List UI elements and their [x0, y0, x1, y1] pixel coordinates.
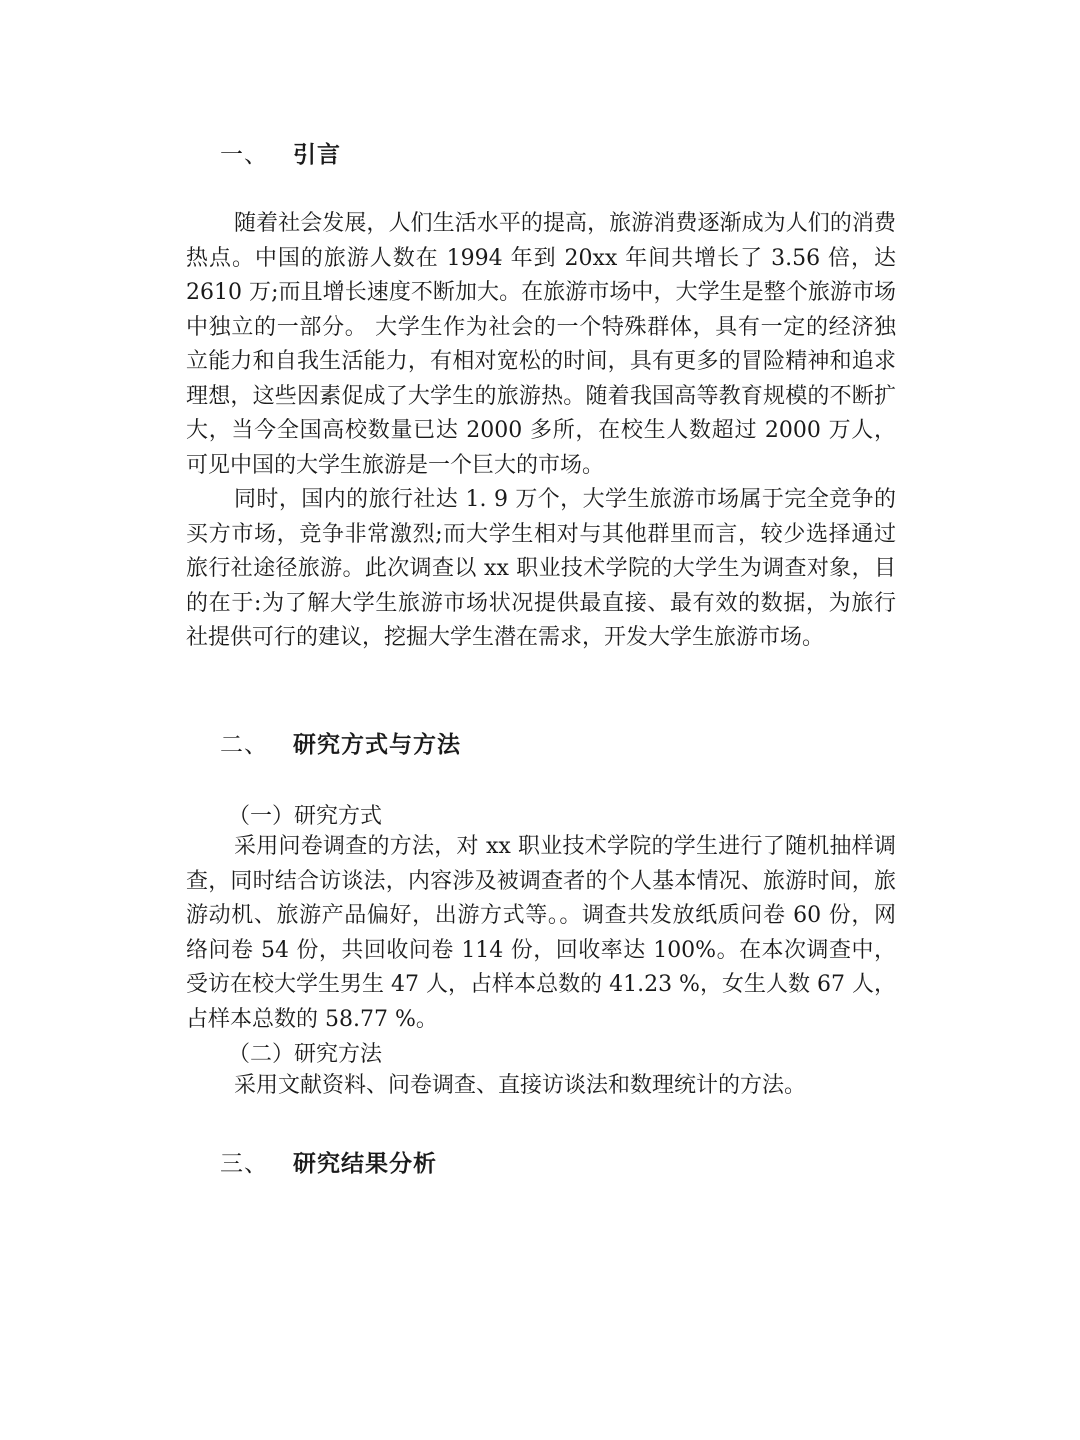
intro-paragraph-2: 同时，国内的旅行社达 1. 9 万个，大学生旅游市场属于完全竞争的买方市场，竞争非常激烈;而大学生相对与其他群里而言，较少选择通过旅行社途径旅游。此次调查以 xx 职业技术学院的大学生为调查对象，目的在于:为了解大学生旅游市场状况提供最直接、最有效的数据，为旅行社提供可行的建议，挖掘大学生潜在需求，开发大学生旅游市场。: [186, 487, 896, 650]
methods-sub2-body: [186, 1069, 896, 1104]
methods-sub1-body: [186, 830, 896, 1037]
section-title: 研究结果分析: [293, 1150, 437, 1177]
section-heading-results: [220, 1145, 437, 1178]
methods-sub2-paragraph: 采用文献资料、问卷调查、直接访谈法和数理统计的方法。: [234, 1073, 807, 1098]
intro-body: [186, 207, 896, 656]
subsection-heading-2: [228, 1037, 382, 1068]
section-title: 引言: [293, 141, 341, 168]
methods-sub1-paragraph: 采用问卷调查的方法，对 xx 职业技术学院的学生进行了随机抽样调查，同时结合访谈法，内容涉及被调查者的个人基本情况、旅游时间，旅游动机、旅游产品偏好，出游方式等。。调查共发放纸质问卷 60 份，网络问卷 54 份，共回收问卷 114 份，回收率达 100%。在本次调查中，受访在校大学生男生 47 人，占样本总数的 41.23 %，女生人数 67 人，占样本总数的 58.77 %。: [186, 834, 896, 1032]
section-heading-methods: [220, 726, 461, 759]
section-number: 三、: [220, 1151, 268, 1177]
subsection-title: 研究方法: [294, 1042, 383, 1067]
intro-paragraph-1: 随着社会发展，人们生活水平的提高，旅游消费逐渐成为人们的消费热点。中国的旅游人数在 1994 年到 20xx 年间共增长了 3.56 倍，达 2610 万;而且增长速度不断加大。在旅游市场中，大学生是整个旅游市场中独立的一部分。 大学生作为社会的一个特殊群体，具有一定的经济独立能力和自我生活能力，有相对宽松的时间，具有更多的冒险精神和追求理想，这些因素促成了大学生的旅游热。随着我国高等教育规模的不断扩大，当今全国高校数量已达 2000 多所，在校生人数超过 2000 万人，可见中国的大学生旅游是一个巨大的市场。: [186, 211, 896, 478]
section-number: 二、: [220, 732, 268, 758]
section-number: 一、: [220, 142, 268, 168]
section-title: 研究方式与方法: [293, 731, 461, 758]
subsection-heading-1: [228, 799, 382, 830]
subsection-number: （一）: [228, 804, 295, 829]
subsection-number: （二）: [228, 1042, 295, 1067]
section-heading-intro: [220, 136, 341, 169]
subsection-title: 研究方式: [294, 804, 383, 829]
